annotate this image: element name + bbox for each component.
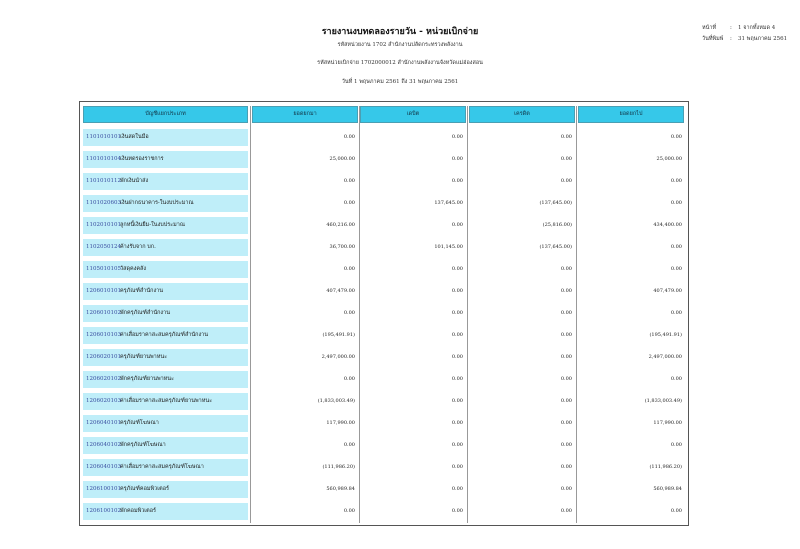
account-name: ครุภัณฑ์โฆษณา: [120, 420, 159, 426]
cell-account: [83, 261, 248, 278]
cell-account: [83, 173, 248, 190]
page-colon: :: [730, 25, 732, 31]
account-name: ครุภัณฑ์สำนักงาน: [120, 288, 163, 294]
cell-debit: 0.00: [451, 464, 463, 470]
account-name: พักครุภัณฑ์สำนักงาน: [120, 310, 170, 316]
account-code: 1206100101: [86, 486, 121, 492]
print-date-colon: :: [730, 36, 732, 42]
cell-brought-forward: (1,833,003.49): [317, 398, 355, 404]
cell-debit: 0.00: [451, 266, 463, 272]
cell-carried-forward: 0.00: [670, 200, 682, 206]
cell-credit: 0.00: [560, 266, 572, 272]
cell-account: [83, 481, 248, 498]
account-code: 1101010104: [86, 156, 121, 162]
cell-account: [83, 437, 248, 454]
table-row: [80, 413, 688, 435]
cell-account: [83, 349, 248, 366]
account-name: ค่าเสื่อมราคาสะสมครุภัณฑ์โฆษณา: [120, 464, 204, 470]
account-name: เงินทดรองราชการ: [120, 156, 164, 162]
account-code: 1206040103: [86, 464, 121, 470]
cell-credit: 0.00: [560, 442, 572, 448]
table-row: [80, 171, 688, 193]
cell-debit: 0.00: [451, 376, 463, 382]
table-row: [80, 237, 688, 259]
account-code: 1206040101: [86, 420, 121, 426]
cell-carried-forward: 2,497,000.00: [648, 354, 682, 360]
cell-debit: 0.00: [451, 442, 463, 448]
cell-credit: 0.00: [560, 134, 572, 140]
cell-account: [83, 415, 248, 432]
cell-brought-forward: 117,990.00: [326, 420, 355, 426]
cell-carried-forward: 0.00: [670, 178, 682, 184]
cell-brought-forward: (195,491.91): [322, 332, 355, 338]
cell-carried-forward: (1,833,003.49): [644, 398, 682, 404]
cell-debit: 0.00: [451, 134, 463, 140]
cell-brought-forward: 0.00: [343, 178, 355, 184]
cell-brought-forward: 0.00: [343, 200, 355, 206]
print-date-value: 31 พฤษภาคม 2561: [738, 36, 788, 42]
account-name: ค่าเสื่อมราคาสะสมครุภัณฑ์ยานพาหนะ: [120, 398, 213, 404]
cell-brought-forward: 0.00: [343, 442, 355, 448]
cell-debit: 0.00: [451, 156, 463, 162]
cell-account: [83, 459, 248, 476]
cell-credit: 0.00: [560, 156, 572, 162]
cell-brought-forward: 25,000.00: [329, 156, 355, 162]
cell-debit: 0.00: [451, 486, 463, 492]
cell-debit: 101,145.00: [434, 244, 463, 250]
cell-credit: 0.00: [560, 178, 572, 184]
cell-brought-forward: 2,497,000.00: [321, 354, 355, 360]
date-range-line: วันที่ 1 พฤษภาคม 2561 ถึง 31 พฤษภาคม 2561: [341, 79, 459, 85]
trial-balance-table: [79, 101, 689, 526]
cell-credit: 0.00: [560, 508, 572, 514]
cell-debit: 0.00: [451, 332, 463, 338]
cell-credit: 0.00: [560, 398, 572, 404]
table-row: [80, 215, 688, 237]
cell-brought-forward: 0.00: [343, 134, 355, 140]
agency-line: รหัสหน่วยงาน 1702 สำนักงานปลัดกระทรวงพลังงาน: [337, 42, 463, 48]
col-header-brought-forward: ยอดยกมา: [252, 106, 358, 123]
cell-carried-forward: 407,479.00: [653, 288, 682, 294]
cell-debit: 137,645.00: [434, 200, 463, 206]
cell-account: [83, 195, 248, 212]
account-name: ค่าเสื่อมราคาสะสมครุภัณฑ์สำนักงาน: [120, 332, 209, 338]
cell-carried-forward: 0.00: [670, 266, 682, 272]
cell-credit: 0.00: [560, 332, 572, 338]
print-date-label: วันที่พิมพ์: [702, 36, 724, 42]
table-row: [80, 325, 688, 347]
cell-debit: 0.00: [451, 398, 463, 404]
cell-account: [83, 283, 248, 300]
table-row: [80, 193, 688, 215]
cell-brought-forward: 0.00: [343, 266, 355, 272]
cell-debit: 0.00: [451, 420, 463, 426]
cell-brought-forward: 0.00: [343, 508, 355, 514]
table-row: [80, 149, 688, 171]
table-row: [80, 435, 688, 457]
cell-credit: 0.00: [560, 486, 572, 492]
table-row: [80, 127, 688, 149]
account-code: 1102010101: [86, 222, 121, 228]
col-header-credit: เครดิต: [469, 106, 575, 123]
cell-credit: 0.00: [560, 420, 572, 426]
cell-credit: 0.00: [560, 464, 572, 470]
account-name: พักครุภัณฑ์ยานพาหนะ: [120, 376, 175, 382]
cell-credit: 0.00: [560, 288, 572, 294]
cell-credit: (137,645.00): [539, 244, 572, 250]
page-value: 1 จากทั้งหมด 4: [738, 25, 776, 31]
account-name: วัสดุคงคลัง: [120, 266, 147, 272]
cell-carried-forward: 0.00: [670, 442, 682, 448]
table-row: [80, 369, 688, 391]
cell-credit: 0.00: [560, 376, 572, 382]
col-header-carried-forward: ยอดยกไป: [578, 106, 684, 123]
cell-account: [83, 151, 248, 168]
account-name: เงินสดในมือ: [120, 134, 149, 140]
account-name: เงินฝากธนาคาร-ในงบประมาณ: [120, 200, 194, 206]
page-label: หน้าที่: [702, 25, 717, 31]
cell-carried-forward: 0.00: [670, 244, 682, 250]
account-name: พักคอมพิวเตอร์: [120, 508, 156, 514]
table-row: [80, 391, 688, 413]
account-code: 1206020103: [86, 398, 121, 404]
cell-debit: 0.00: [451, 354, 463, 360]
cell-brought-forward: 36,700.00: [329, 244, 355, 250]
cell-debit: 0.00: [451, 508, 463, 514]
cell-debit: 0.00: [451, 310, 463, 316]
cell-carried-forward: 0.00: [670, 310, 682, 316]
cell-carried-forward: 25,000.00: [656, 156, 682, 162]
table-row: [80, 303, 688, 325]
cell-credit: (25,816.00): [542, 222, 572, 228]
account-code: 1102050124: [86, 244, 121, 250]
account-code: 1101010112: [86, 178, 121, 184]
cell-brought-forward: 460,216.00: [326, 222, 355, 228]
cell-brought-forward: (111,986.20): [322, 464, 355, 470]
account-name: พักเงินนำส่ง: [120, 178, 149, 184]
cell-brought-forward: 0.00: [343, 376, 355, 382]
disbursement-unit-line: รหัสหน่วยเบิกจ่าย 1702000012 สำนักงานพลังงานจังหวัดแม่ฮ่องสอน: [317, 60, 483, 66]
cell-account: [83, 129, 248, 146]
cell-brought-forward: 407,479.00: [326, 288, 355, 294]
account-name: ค้างรับจาก บก.: [120, 244, 156, 250]
cell-carried-forward: 0.00: [670, 376, 682, 382]
page-info: [702, 24, 775, 32]
cell-carried-forward: 0.00: [670, 134, 682, 140]
cell-debit: 0.00: [451, 288, 463, 294]
print-date-info: [702, 35, 787, 43]
account-name: ครุภัณฑ์ยานพาหนะ: [120, 354, 168, 360]
cell-account: [83, 217, 248, 234]
account-code: 1206010102: [86, 310, 121, 316]
cell-carried-forward: (195,491.91): [649, 332, 682, 338]
cell-brought-forward: 560,989.84: [326, 486, 355, 492]
account-code: 1206020102: [86, 376, 121, 382]
account-code: 1206010101: [86, 288, 121, 294]
table-row: [80, 259, 688, 281]
cell-carried-forward: 117,990.00: [653, 420, 682, 426]
cell-account: [83, 503, 248, 520]
cell-credit: (137,645.00): [539, 200, 572, 206]
cell-account: [83, 305, 248, 322]
col-header-debit: เดบิต: [360, 106, 466, 123]
cell-debit: 0.00: [451, 178, 463, 184]
account-name: ครุภัณฑ์คอมพิวเตอร์: [120, 486, 169, 492]
table-row: [80, 501, 688, 523]
cell-brought-forward: 0.00: [343, 310, 355, 316]
cell-credit: 0.00: [560, 310, 572, 316]
cell-carried-forward: 560,989.84: [653, 486, 682, 492]
cell-carried-forward: 0.00: [670, 508, 682, 514]
cell-carried-forward: 434,400.00: [653, 222, 682, 228]
cell-credit: 0.00: [560, 354, 572, 360]
cell-account: [83, 371, 248, 388]
account-code: 1101020603: [86, 200, 121, 206]
account-code: 1206100102: [86, 508, 121, 514]
account-code: 1101010101: [86, 134, 121, 140]
report-title: รายงานงบทดลองรายวัน - หน่วยเบิกจ่าย: [321, 27, 479, 37]
table-row: [80, 457, 688, 479]
account-code: 1206010103: [86, 332, 121, 338]
cell-account: [83, 239, 248, 256]
table-row: [80, 347, 688, 369]
table-row: [80, 479, 688, 501]
account-name: ลูกหนี้เงินยืม-ในงบประมาณ: [120, 222, 185, 228]
cell-account: [83, 393, 248, 410]
account-code: 1105010105: [86, 266, 121, 272]
table-row: [80, 281, 688, 303]
col-header-account: บัญชีแยกประเภท: [83, 106, 248, 123]
account-code: 1206040102: [86, 442, 121, 448]
account-code: 1206020101: [86, 354, 121, 360]
cell-debit: 0.00: [451, 222, 463, 228]
cell-account: [83, 327, 248, 344]
account-name: พักครุภัณฑ์โฆษณา: [120, 442, 166, 448]
cell-carried-forward: (111,986.20): [649, 464, 682, 470]
